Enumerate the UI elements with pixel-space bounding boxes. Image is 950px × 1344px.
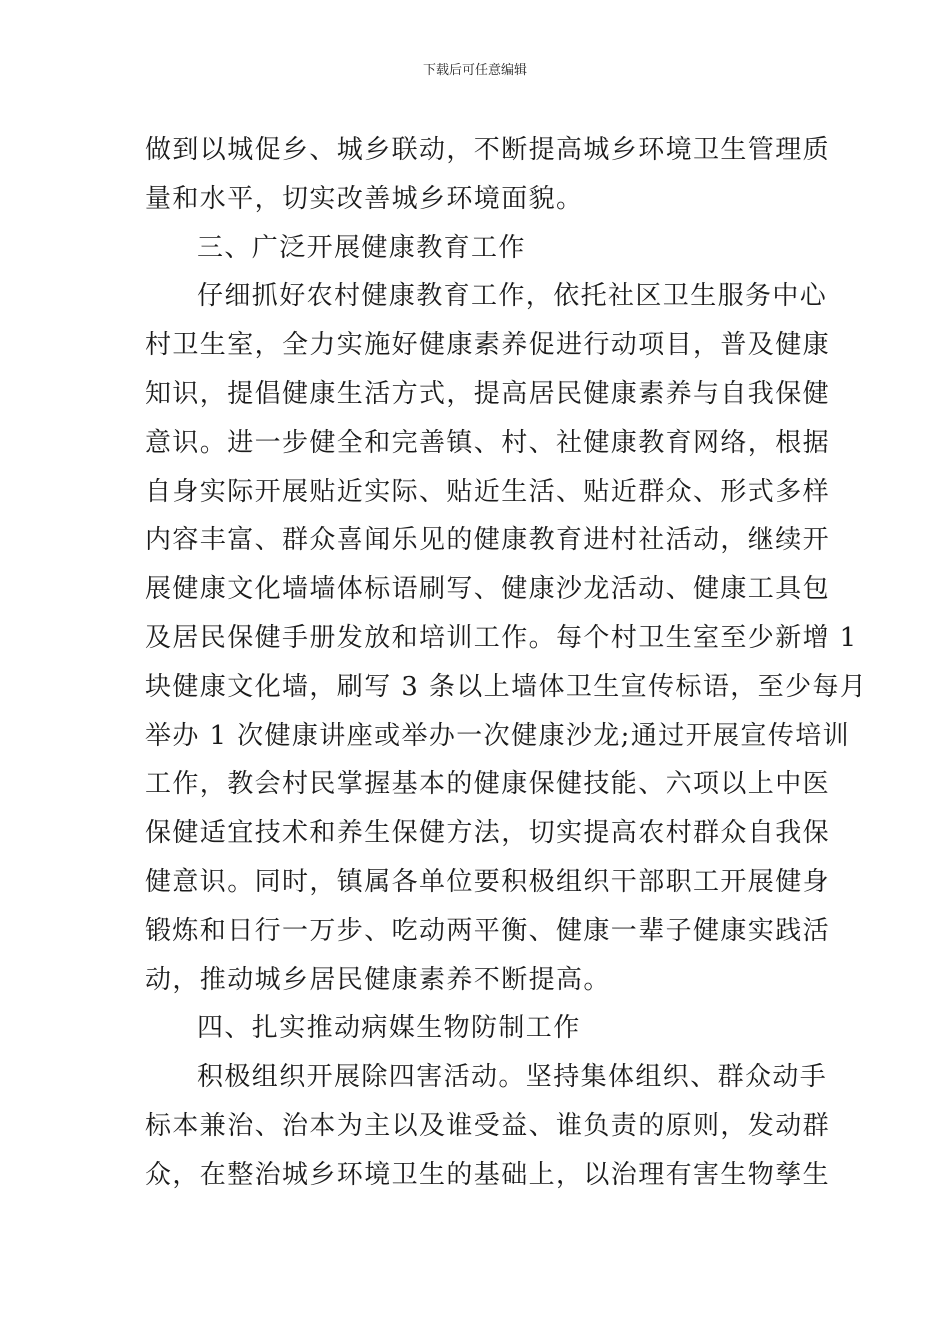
text-line: 块健康文化墙，刷写 3 条以上墙体卫生宣传标语，至少每月 (145, 671, 868, 702)
text-line: 标本兼治、治本为主以及谁受益、谁负责的原则，发动群 (145, 1110, 831, 1141)
text-line: 积极组织开展除四害活动。坚持集体组织、群众动手 (197, 1062, 828, 1093)
text-line: 及居民保健手册发放和培训工作。每个村卫生室至少新增 1 (145, 622, 858, 653)
text-line: 动，推动城乡居民健康素养不断提高。 (145, 964, 611, 995)
text-line: 锻炼和日行一万步、吃动两平衡、健康一辈子健康实践活 (145, 915, 831, 946)
section-heading: 三、广泛开展健康教育工作 (197, 232, 526, 263)
text-line: 做到以城促乡、城乡联动，不断提高城乡环境卫生管理质 (145, 135, 831, 165)
text-line: 举办 1 次健康讲座或举办一次健康沙龙;通过开展宣传培训 (145, 720, 851, 751)
page-header: 下载后可任意编辑 (422, 63, 527, 78)
section-heading: 四、扎实推动病媒生物防制工作 (197, 1013, 581, 1044)
text-line: 知识，提倡健康生活方式，提高居民健康素养与自我保健 (145, 378, 831, 409)
document-body (145, 126, 868, 1200)
text-line: 仔细抓好农村健康教育工作，依托社区卫生服务中心 (197, 281, 828, 312)
text-line: 健意识。同时，镇属各单位要积极组织干部职工开展健身 (145, 866, 831, 897)
text-line: 内容丰富、群众喜闻乐见的健康教育进村社活动，继续开 (145, 525, 831, 556)
text-line: 村卫生室，全力实施好健康素养促进行动项目，普及健康 (145, 330, 831, 361)
text-line: 量和水平，切实改善城乡环境面貌。 (145, 183, 584, 214)
text-line: 保健适宜技术和养生保健方法，切实提高农村群众自我保 (145, 818, 831, 849)
text-line: 意识。进一步健全和完善镇、村、社健康教育网络，根据 (145, 427, 831, 458)
text-line: 工作，教会村民掌握基本的健康保健技能、六项以上中医 (145, 769, 831, 800)
text-line: 众，在整治城乡环境卫生的基础上，以治理有害生物孳生 (145, 1159, 831, 1190)
text-line: 展健康文化墙墙体标语刷写、健康沙龙活动、健康工具包 (145, 574, 831, 605)
text-line: 自身实际开展贴近实际、贴近生活、贴近群众、形式多样 (145, 476, 831, 507)
